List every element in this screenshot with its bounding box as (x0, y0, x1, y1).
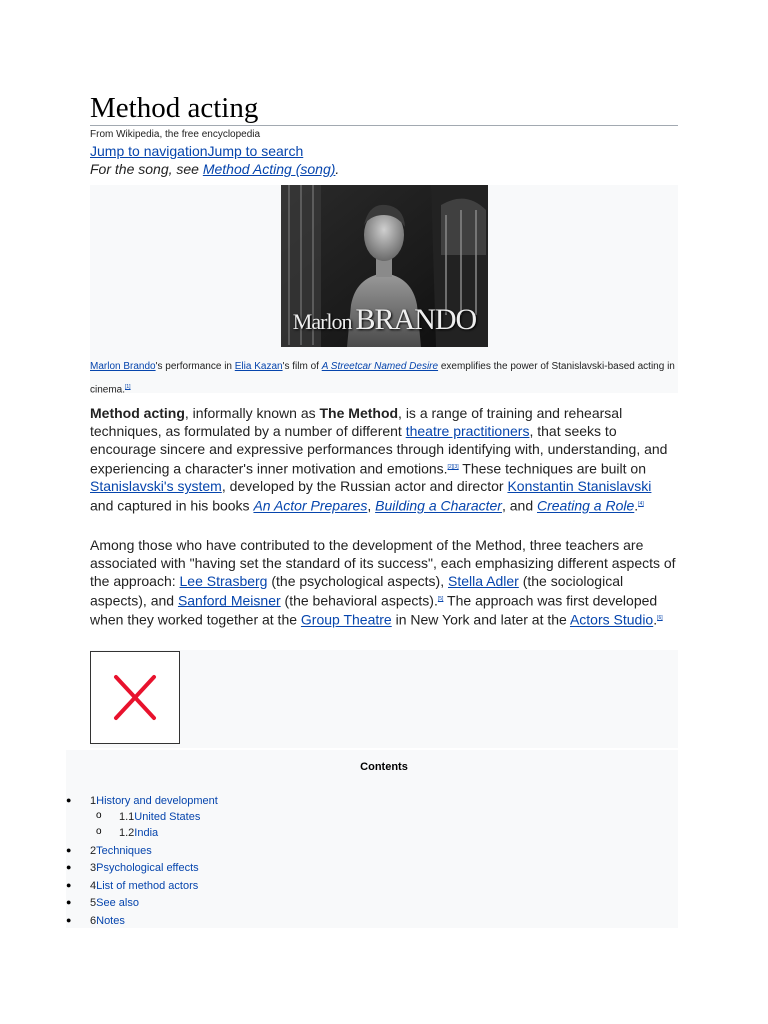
citation-ref[interactable]: [5] (437, 595, 444, 602)
toc-link[interactable]: India (134, 827, 159, 839)
toc-num: 1.1 (119, 811, 135, 823)
caption-link-elia-kazan[interactable]: Elia Kazan (234, 361, 283, 372)
broken-image-x-icon (91, 652, 179, 743)
toc-bullet-icon: ● (66, 845, 72, 855)
toc-link[interactable]: Techniques (96, 845, 152, 857)
para-text: , is a range of training and rehearsal techniques, as formulated by a number of different (90, 405, 623, 439)
link-stanislavskis-system[interactable]: Stanislavski's system (90, 478, 222, 495)
title-divider (90, 125, 678, 126)
link-building-a-character[interactable]: Building a Character (375, 497, 502, 514)
toc-num: 3 (90, 862, 97, 874)
toc-sub-bullet-icon: o (96, 810, 102, 821)
toc-num: 5 (90, 897, 97, 909)
toc-num: 1.2 (119, 827, 135, 839)
link-stella-adler[interactable]: Stella Adler (448, 572, 519, 589)
caption-link-marlon-brando[interactable]: Marlon Brando (90, 361, 156, 372)
link-group-theatre[interactable]: Group Theatre (300, 611, 392, 628)
para-text: and captured in his books (90, 497, 254, 514)
toc-item-notes[interactable] (90, 914, 125, 928)
link-konstantin-stanislavski[interactable]: Konstantin Stanislavski (507, 478, 652, 495)
caption-text: 's film of (282, 361, 322, 372)
toc-num: 4 (90, 880, 97, 892)
para-text: . (634, 497, 639, 514)
toc-bullet-icon: ● (66, 862, 72, 872)
hatnote-end: . (335, 161, 340, 177)
link-theatre-practitioners[interactable]: theatre practitioners (405, 422, 530, 439)
toc-bullet-icon: ● (66, 915, 72, 925)
jump-to-navigation-link[interactable]: Jump to navigation (90, 143, 208, 159)
site-subtitle: From Wikipedia, the free encyclopedia (90, 129, 261, 140)
toc-link[interactable]: List of method actors (96, 880, 199, 892)
bold-term: Method acting (90, 405, 185, 421)
toc-link[interactable]: United States (134, 811, 201, 823)
toc-link[interactable]: See also (96, 897, 139, 909)
para-text: (the psychological aspects), (267, 572, 448, 589)
toc-item-psychological-effects[interactable] (90, 861, 199, 875)
para-text: (the behavioral aspects). (280, 592, 438, 609)
para-text: (the sociological aspects), and (90, 572, 624, 609)
para-text: The approach was first developed when they worked together at the (90, 592, 658, 628)
para-text: . (653, 611, 658, 628)
citation-ref[interactable]: [4] (638, 501, 644, 508)
toc-item-list-of-method-actors[interactable] (90, 879, 198, 893)
toc-item-history[interactable] (90, 794, 218, 808)
toc-item-united-states[interactable] (119, 810, 200, 824)
broken-image[interactable] (90, 651, 180, 744)
photo-title-last: BRANDO (355, 303, 477, 336)
para-text: , (367, 497, 376, 514)
intro-paragraph-2 (90, 537, 678, 630)
photo-title-text (281, 303, 488, 337)
figure-caption (90, 356, 678, 400)
para-text: , and (501, 497, 537, 514)
toc-link[interactable]: Psychological effects (96, 862, 199, 874)
citation-ref[interactable]: [1] (125, 384, 131, 390)
toc-item-see-also[interactable] (90, 896, 139, 910)
toc-num: 2 (90, 845, 97, 857)
toc-num: 1 (90, 795, 97, 807)
jump-to-search-link[interactable]: Jump to search (207, 143, 304, 159)
caption-text: 's performance in (155, 361, 235, 372)
marlon-brando-photo[interactable] (281, 185, 488, 347)
para-text: These techniques are built on (458, 460, 646, 477)
citation-ref[interactable]: [2][3] (447, 463, 459, 470)
para-text: Among those who have contributed to the development of the Method, three teachers are associated with "having set the standard of its success", each emphasizing different aspects of the approach: (90, 537, 676, 589)
hatnote (90, 161, 339, 178)
link-an-actor-prepares[interactable]: An Actor Prepares (253, 497, 368, 514)
bold-term: The Method (319, 405, 399, 421)
para-text: in New York and later at the (391, 611, 570, 628)
toc-num: 6 (90, 915, 97, 927)
hatnote-link[interactable]: Method Acting (song) (202, 161, 336, 177)
link-actors-studio[interactable]: Actors Studio (569, 611, 654, 628)
toc-bullet-icon: ● (66, 880, 72, 890)
para-text: , that seeks to encourage sincere and expressive performances through identifying with, understanding, and experiencing a character's inner motivation and emotions. (90, 422, 668, 477)
toc-item-india[interactable] (119, 826, 158, 840)
link-lee-strasberg[interactable]: Lee Strasberg (179, 572, 268, 589)
toc-sub-bullet-icon: o (96, 826, 102, 837)
toc-item-techniques[interactable] (90, 844, 152, 858)
citation-ref[interactable]: [6] (657, 615, 663, 622)
jump-links (90, 143, 303, 160)
toc-link[interactable]: History and development (96, 795, 218, 807)
intro-paragraph-1 (90, 405, 678, 516)
link-creating-a-role[interactable]: Creating a Role (537, 497, 635, 514)
page-title: Method acting (90, 92, 259, 124)
para-text: , informally known as (184, 405, 320, 421)
toc-link[interactable]: Notes (96, 915, 125, 927)
toc-bullet-icon: ● (66, 897, 72, 907)
hatnote-text: For the song, see (90, 161, 203, 177)
photo-title-first: Marlon (292, 309, 352, 334)
caption-text: exemplifies the power of Stanislavski-based acting in cinema. (90, 361, 675, 396)
toc-title: Contents (360, 761, 408, 773)
caption-link-streetcar[interactable]: A Streetcar Named Desire (321, 361, 439, 372)
para-text: , developed by the Russian actor and director (221, 478, 508, 495)
toc-bullet-icon: ● (66, 795, 72, 805)
link-sanford-meisner[interactable]: Sanford Meisner (177, 592, 281, 609)
